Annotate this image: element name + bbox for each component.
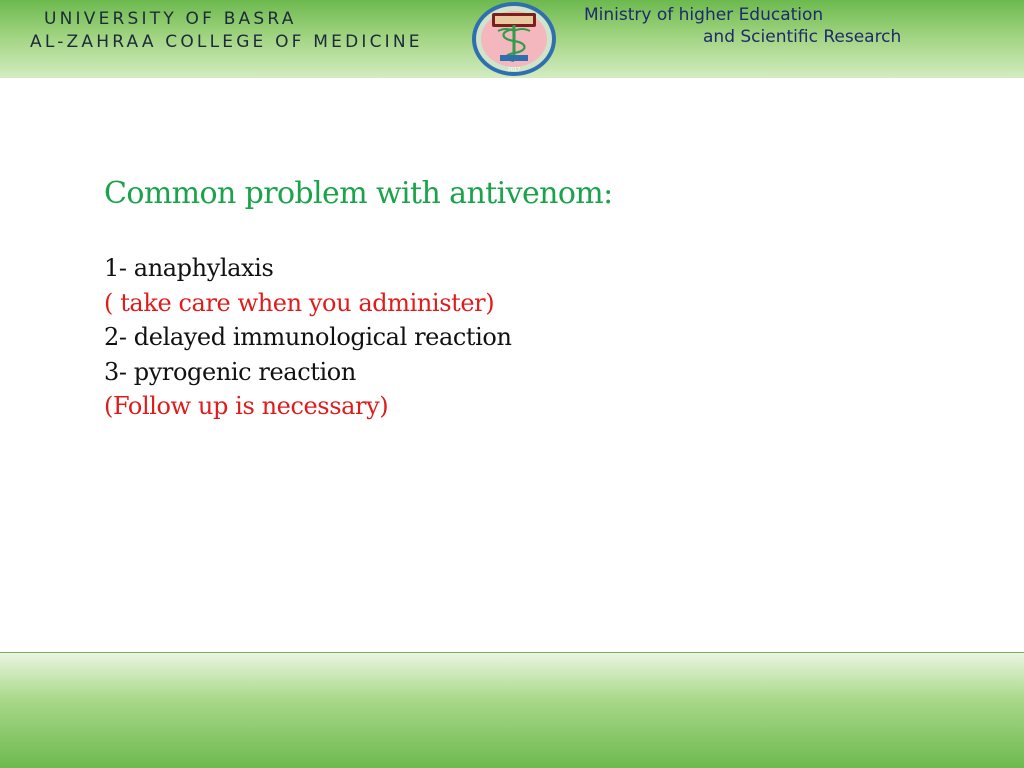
university-name: UNIVERSITY OF BASRA [44, 9, 297, 29]
college-seal-icon [470, 1, 558, 77]
ministry-line-1: Ministry of higher Education [584, 5, 824, 25]
list-item-note: ( take care when you administer) [104, 288, 495, 317]
slide-content [104, 176, 904, 424]
ministry-line-2: and Scientific Research [703, 27, 902, 47]
logo-year: 2017 [507, 67, 521, 73]
list-item: 2- delayed immunological reaction [104, 323, 512, 351]
list-item: 3- pyrogenic reaction [104, 357, 356, 386]
list-item-note: (Follow up is necessary) [104, 392, 389, 420]
list-item: 1- anaphylaxis [104, 254, 274, 282]
college-name: AL-ZAHRAA COLLEGE OF MEDICINE [30, 32, 423, 52]
slide-title: Common problem with antivenom: [104, 176, 613, 211]
header-band [0, 0, 1024, 78]
footer-band [0, 652, 1024, 768]
